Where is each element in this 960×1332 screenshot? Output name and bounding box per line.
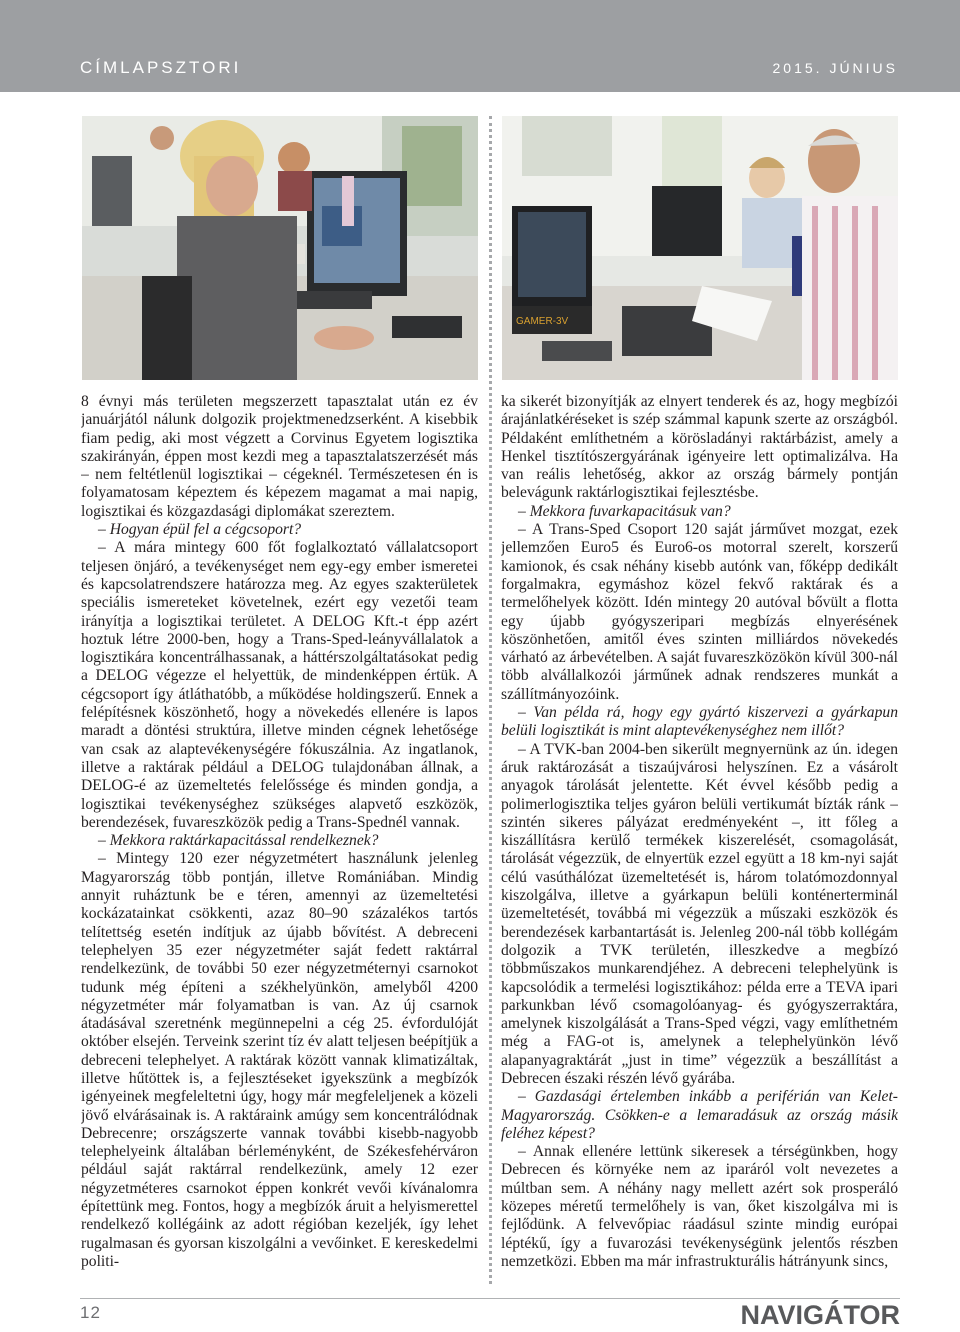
footer-divider <box>80 1298 900 1299</box>
svg-text:GAMER-3V: GAMER-3V <box>516 316 569 327</box>
interview-answer: – A mára mintegy 600 főt foglalkoztató vállalatcsoport teljesen önjáró, a tevékenységet nem egy-egy ember ismeretei és kapcsolatrendszere határozza meg. Az egyes szakterületek speciális ismereteket követelnek, ezért egy vezetői team irányítja a logisztikai területet. A DELOG Kft.-t épp azért hoztuk létre 2000-ben, hogy a Trans-Sped-leányvállalatok a logisztikára koncentrálhassanak, a háttérszolgáltatásokat pedig a DELOG végezze el helyettük, de mindenképpen értük. A cégcsoport így átláthatóbb, a működése holdingszerű. Ennek a felépítésnek köszönhető, hogy a növekedés ellenére is lapos maradt a döntési struktúra, illetve minden cégnek lehetősége van csak az alaptevékenységére fókuszálnia. Az ingatlanok, illetve a raktárak például a DELOG tulajdonában állnak, a DELOG-é az üzemeltetés felelőssége és minden gondja, a logisztikai tevékenységhez szükséges alapvető eszközök, berendezések, fuvareszközök pedig a Trans-Spednél vannak. <box>81 539 478 831</box>
interview-answer: – A TVK-ban 2004-ben sikerült megnyernünk az ún. idegen áruk raktározását a tiszaújvárosi helyszínen. Ez a vásárolt anyagok tárolását jelentette. Két évvel később pedig a polimerlogisztika teljes gyáron belüli vertikumát bízták ránk – szintén sikeres pályázat eredményeként –, itt főleg a kiszállításra kerülő termékek kiszerelését, csomagolását, tárolását végezzük, de elnyertük ezzel együtt a 18 km-nyi saját célú vasúthálózat üzemeltetését is, három tolatómozdonnyal kiszolgálva, illetve a gyárkapun belüli konténerterminál üzemeltetését, továbbá mi végezzük a műszaki eszközök és berendezések karbantartását is. Jelenleg 200-nál több kollégám dolgozik a TVK területén, illeszkedve a megbízó többműszakos munkarendjéhez. A debreceni telephelyünk is kapcsolódik a termelési logisztikához: példa erre a TEVA ipari parkunkban lévő csomagolóanyag- és gyógyszerraktára, amelynek kiszolgálását a Trans-Sped végzi, vagy említhetném még a FAG-ot is, amelynek a telephelyünkön lévő alapanyagraktárát „just in time” végezzük a beszállítást a Debrecen északi részén lévő gyárába. <box>501 740 898 1087</box>
page-number: 12 <box>80 1303 101 1322</box>
column-divider <box>489 116 492 1284</box>
section-title: CÍMLAPSZTORI <box>80 58 242 77</box>
paragraph: 8 évnyi más területen megszerzett tapasztalat után ez év januárjától nálunk dolgozik projektmenedzserként. A kisebbik fiam pedig, aki most végzett a Corvinus Egyetem logisztika szakirányán, éppen most kezdi meg a tapasztalatszerzését más – nem feltétlenül logisztikai – cégeknél. Természetesen én is folyamatosam képeztem és képezem magamat a mai napig, logisztikai és közgazdasági diplomákat szereztem. <box>81 393 478 520</box>
photo-men-at-computers <box>502 116 898 380</box>
right-column <box>501 393 898 1293</box>
interview-question: – Mekkora fuvarkapacitásuk van? <box>518 502 731 520</box>
interview-answer: – Annak ellenére lettünk sikeresek a térségünkben, hogy Debrecen és környéke nem az iparáról volt nevezetes a múltban sem. A néhány nagy mellett azért sok prosperáló közepes méretű termelőhely is van, őket kiszolgálva mi is fejlődünk. A felvevőpiac ráadásul szinte mindig európai léptékű, így a fuvarozási tevékenységünk jelentős részben nemzetközi. Ebben ma már infrastrukturális hátrányunk sincs, <box>501 1143 898 1270</box>
left-column <box>81 393 478 1293</box>
photo-woman-at-computer <box>82 116 478 380</box>
magazine-logo: NAVIGÁTOR <box>740 1300 900 1330</box>
paragraph: ka sikerét bizonyítják az elnyert tenderek és az, hogy megbízói árajánlatkéréseket is szép számmal kapunk szerte az országból. Példaként említhetném a körösladányi raktárbázist, amely a Henkel tisztítószergyárának igényeire lett optimalizálva. Ha van reális lehetőség, akkor az ország bármely pontján belevágunk raktárlogisztikai fejlesztésbe. <box>501 393 898 502</box>
interview-answer: – Mintegy 120 ezer négyzetmétert használunk jelenleg Magyarország több pontján, illetve Romániában. Mindig annyit ruháztunk be e téren, amennyi az üzemeltetési kockázatainkat csökkenti, azaz 80–90 százalékos tartós telítettség esetén indítjuk az újabb bővítést. A debreceni telephelyen 35 ezer négyzetméter saját fedett raktárral rendelkezünk, de további 50 ezer négyzetméternyi csarnokot tudunk még építeni a székhelyünkön, amelyből 4200 négyzetméter már folyamatban is van. Az új csarnok átadásával szeretnénk megünnepelni a cég 25. évfordulóját október elsején. Terveink szerint tíz év alatt teljesen beépítjük a debreceni telephelyet. A raktárak között vannak klimatizáltak, illetve hűtöttek is, a fejlesztéseket igyekszünk a megbízók igényeinek megfeleltetni úgy, hogy már megfeleljenek a közeli jövő elvárásainak is. A raktáraink amúgy sem koncentrálódnak Debrecenre; országszerte vannak további kisebb-nagyobb telephelyeink általában bérleményként, de Székesfehérváron például saját raktárral rendelkezünk, amely 12 ezer négyzetméteres csarnokot éppen konkrét vevői kívánalomra építettünk meg. Fontos, hogy a megbízók áruit a helyismerettel rendelkező kollégáink az adott régióban kezeljék, így lehet rugalmasan és gyorsan kiszolgálni a vevőinket. E kereskedelmi politi- <box>81 850 478 1270</box>
interview-question: – Hogyan épül fel a cégcsoport? <box>98 521 302 539</box>
interview-question: – Gazdasági értelemben inkább a periférián van Kelet-Magyarország. Csökken-e a lemaradásuk az ország másik feléhez képest? <box>501 1088 898 1142</box>
interview-question: – Mekkora raktárkapacitással rendelkeznek? <box>98 832 379 850</box>
issue-date: 2015. JÚNIUS <box>772 60 898 76</box>
interview-answer: – A Trans-Sped Csoport 120 saját járművet mozgat, ezek jellemzően Euro5 és Euro6-os motorral szerelt, korszerű kamionok, és csak néhány kisebb autónk van, főképp dedikált forgalmakra, egymáshoz közel fekvő raktárak és a termelőhelyek között. Idén mintegy 20 autóval bővült a flotta egy újabb gyógyszeripari megbízás elnyerésének köszönhetően, amitől éves szinten milliárdos növekedés várható az árbevételben. A saját fuvareszközökön kívül 300-nál több alvállalkozói járműnek adnak rendszeres munkát a szállítmányozóink. <box>501 521 898 703</box>
page-header <box>0 0 960 92</box>
interview-question: – Van példa rá, hogy egy gyártó kiszervezi a gyárkapun belüli logisztikát is mint alaptevékenységhez nem illőt? <box>501 704 898 740</box>
